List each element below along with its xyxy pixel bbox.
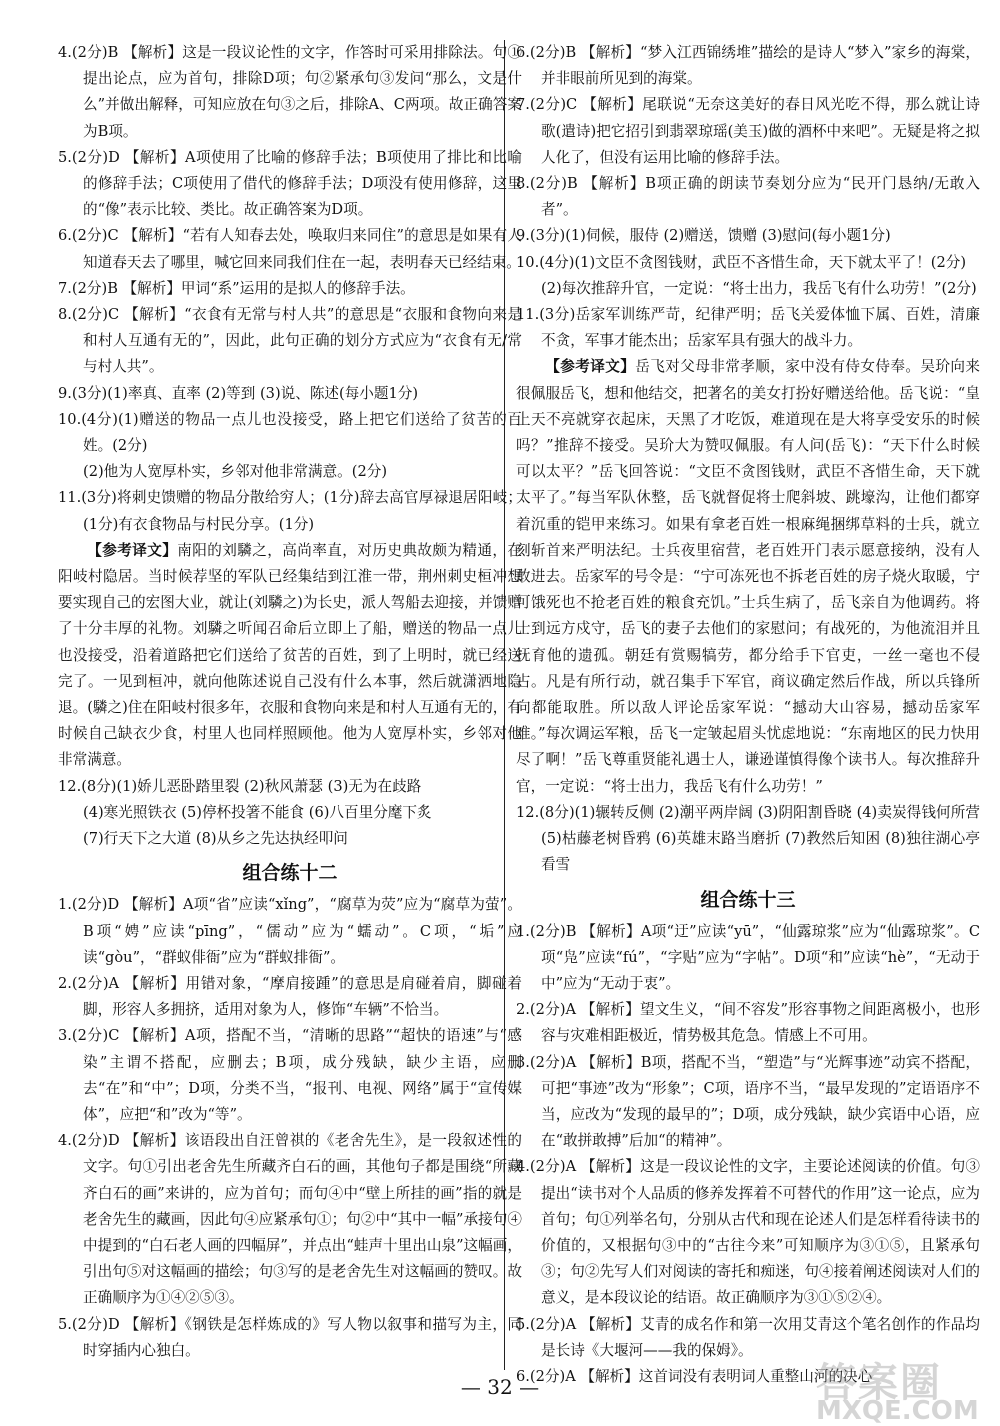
translation-text: 岳飞对父母非常孝顺，家中没有侍女侍奉。吴玠向来很佩服岳飞，想和他结交，把著名的美女打扮好赠送给他。岳飞说：“皇上天不亮就穿衣起床，天黑了才吃饭，难道现在是大将享受安乐的时候吗？”推辞不接受。吴玠大为赞叹佩服。有人问(岳飞)：“天下什么时候可以太平？”岳飞回答说：“文臣不贪图钱财，武臣不吝惜生命，天下就太平了。”每当军队休整，岳飞就督促将士爬斜坡、跳壕沟，让他们都穿着沉重的铠甲来练习。如果有拿老百姓一根麻绳捆绑草料的士兵，就立刻斩首来严明法纪。士兵夜里宿营，老百姓开门表示愿意接纳，没有人敢进去。岳家军的号令是：“宁可冻死也不拆老百姓的房子烧火取暖，宁可饿死也不抢老百姓的粮食充饥。”士兵生病了，岳飞亲自为他调药。将士到远方戍守，岳飞的妻子去他们的家慰问；有战死的，为他流泪并且抚育他的遗孤。朝廷有赏赐犒劳，都分给手下官吏，一丝一毫也不侵占。凡是有所行动，就召集手下军官，商议确定然后作战，所以兵锋所向都能取胜。所以敌人评论岳家军说：“撼动大山容易，撼动岳家军难。”每次调运军粮，岳飞一定皱起眉头忧虑地说：“东南地区的民力快用尽了啊！”岳飞尊重贤能礼遇士人，谦逊谨慎得像个读书人。每次推辞升官，一定说：“将士出力，我岳飞有什么功劳！” bbox=[516, 358, 980, 795]
answer-item: 5.(2分)D 【解析】《钢铁是怎样炼成的》写人物以叙事和描写为主，同时穿插内心独白。 bbox=[58, 1315, 522, 1359]
answer-item: 5.(2分)A 【解析】艾青的成名作和第一次用艾青这个笔名创作的作品均是长诗《大堰河——我的保姆》。 bbox=[516, 1315, 980, 1359]
answer-subitem: (2)每次推辞升官，一定说：“将士出力，我岳飞有什么功劳！”(2分) bbox=[541, 279, 977, 297]
page-number: — 32 — bbox=[460, 1375, 540, 1399]
answer-subitem: (2)他为人宽厚朴实，乡邻对他非常满意。(2分) bbox=[83, 463, 388, 481]
answer-item: 9.(3分)(1)率真、直率 (2)等到 (3)说、陈述(每小题1分) bbox=[58, 384, 419, 402]
answer-subitem: (4)寒光照铁衣 (5)停杯投箸不能食 (6)八百里分麾下炙 bbox=[83, 803, 432, 821]
answer-item: 12.(8分)(1)娇儿恶卧踏里裂 (2)秋风萧瑟 (3)无为在歧路 bbox=[58, 777, 422, 795]
answer-item: 2.(2分)A 【解析】望文生义，“间不容发”形容事物之间距离极小，也形容与灾难相距极近，情势极其危急。情感上不可用。 bbox=[516, 1001, 980, 1045]
translation-tag: 【参考译文】 bbox=[87, 541, 178, 559]
right-column bbox=[516, 40, 980, 1390]
answer-item: 8.(2分)C 【解析】“衣食有无常与村人共”的意思是“衣服和食物向来是和村人互通有无的”，因此，此句正确的划分方式应为“衣食有无/常与村人共”。 bbox=[58, 306, 522, 376]
answer-item: 7.(2分)C 【解析】尾联说“无奈这美好的春日风光吃不得，那么就让诗歌(遣诗)把它招引到翡翠琼瑶(美玉)做的酒杯中来吧”。无疑是将之拟人化了，但没有运用比喻的修辞手法。 bbox=[516, 96, 980, 166]
left-column bbox=[58, 40, 522, 1364]
answer-item: 3.(2分)A 【解析】B项，搭配不当，“塑造”与“光辉事迹”动宾不搭配，可把“事迹”改为“形象”；C项，语序不当，“最早发现的”定语语序不当，应改为“发现的最早的”；D项，成分残缺，缺少宾语中心语，应在“敢拼敢搏”后加“的精神”。 bbox=[516, 1053, 980, 1150]
answer-item: 6.(2分)C 【解析】“若有人知春去处，唤取归来同住”的意思是如果有人知道春天去了哪里，喊它回来同我们住在一起，表明春天已经结束。 bbox=[58, 227, 522, 271]
answer-item: 11.(3分)岳家军训练严苛，纪律严明；岳飞关爱体恤下属、百姓，清廉不贪，军事才能杰出；岳家军具有强大的战斗力。 bbox=[516, 306, 980, 350]
answer-subitem: (7)行天下之大道 (8)从乡之先达执经叩问 bbox=[83, 830, 348, 848]
answer-item: 4.(2分)A 【解析】这是一段议论性的文字，主要论述阅读的价值。句③提出“读书对个人品质的修养发挥着不可替代的作用”这一论点，应为首句；句①列举名句，分别从古代和现在论述人们是怎样看待读书的价值的，又根据句③中的“古往今来”可知顺序为③①⑤，且紧承句③；句②先写人们对阅读的寄托和痴迷，句④接着阐述阅读对人们的意义，是本段议论的结语。故正确顺序为③①⑤②④。 bbox=[516, 1158, 980, 1307]
watermark-bottom: MXQE.COM bbox=[816, 1396, 979, 1426]
watermark-top: 答案圈 bbox=[816, 1360, 942, 1406]
answer-item: 6.(2分)A 【解析】这首词没有表明词人重整山河的决心 bbox=[516, 1367, 873, 1385]
answer-item: 11.(3分)将刺史馈赠的物品分散给穷人；(1分)辞去高官厚禄退居阳岐；(1分)有衣食物品与村民分享。(1分) bbox=[58, 489, 522, 533]
answer-item: 12.(8分)(1)辗转反侧 (2)潮平两岸阔 (3)阴阳割昏晓 (4)卖炭得钱何所营 (5)枯藤老树昏鸦 (6)英雄末路当磨折 (7)教然后知困 (8)独往湖心亭看雪 bbox=[516, 803, 980, 874]
answer-item: 10.(4分)(1)赠送的物品一点儿也没接受，路上把它们送给了贫苦的百姓。(2分) bbox=[58, 410, 522, 455]
translation-text: 南阳的刘驎之，高尚率直，对历史典故颇为精通，在阳岐村隐居。当时候荐坚的军队已经集结到江淮一带，荆州刺史桓冲想要实现自己的宏图大业，就让(刘驎之)为长史，派人驾船去迎接，并馈赠了十分丰厚的礼物。刘驎之听闻召命后立即上了船，赠送的物品一点儿也没接受，沿着道路把它们送给了贫苦的百姓，到了上明时，就已经送完了。一见到桓冲，就向他陈述说自己没有什么本事，然后就潇洒地隐退。(驎之)住在阳岐村很多年，衣服和食物向来是和村人互通有无的，有时候自己缺衣少食，村里人也同样照顾他。他为人宽厚朴实，乡邻对他非常满意。 bbox=[58, 541, 522, 769]
answer-item: 4.(2分)D 【解析】该语段出自汪曾祺的《老舍先生》，是一段叙述性的文字。句①引出老舍先生所藏齐白石的画，其他句子都是围绕“所藏齐白石的画”来讲的，应为首句；而句④中“壁上所挂的画”指的就是老舍先生的藏画，因此句④应紧承句①；句②中“其中一幅”承接句④中提到的“白石老人画的四幅屏”，并点出“蛙声十里出山泉”这幅画，引出句⑤对这幅画的描绘；句③写的是老舍先生对这幅画的赞叹。故正确顺序为①④②⑤③。 bbox=[58, 1132, 522, 1307]
answer-item: 4.(2分)B 【解析】这是一段议论性的文字，作答时可采用排除法。句①提出论点，应为首句，排除D项；句②紧承句③发问“那么，文是什么”并做出解释，可知应放在句③之后，排除A、C两项。故正确答案为B项。 bbox=[58, 44, 522, 140]
answer-item: 6.(2分)B 【解析】“梦入江西锦绣堆”描绘的是诗人“梦入”家乡的海棠，并非眼前所见到的海棠。 bbox=[516, 44, 980, 88]
answer-item: 8.(2分)B 【解析】B项正确的朗读节奏划分应为“民开门恳纳/无敢入者”。 bbox=[516, 175, 980, 219]
translation-tag: 【参考译文】 bbox=[545, 358, 636, 376]
answer-item: 7.(2分)B 【解析】甲词“系”运用的是拟人的修辞手法。 bbox=[58, 279, 415, 297]
section-title: 组合练十三 bbox=[700, 888, 796, 911]
answer-item: 1.(2分)D 【解析】A项“省”应读“xǐng”，“腐草为荧”应为“腐草为萤”。B项“娉”应读“pīng”，“儒动”应为“蠕动”。C项，“垢”应读“gòu”，“群蚁俳衙”应为“群蚁排衙”。 bbox=[58, 896, 522, 966]
answer-item: 10.(4分)(1)文臣不贪图钱财，武臣不吝惜生命，天下就太平了！(2分) bbox=[516, 253, 967, 271]
answer-item: 1.(2分)B 【解析】A项“迂”应读“yū”，“仙露琼浆”应为“仙露琼浆”。C项“凫”应读“fú”，“字贴”应为“字帖”。D项“和”应读“hè”，“无动于中”应为“无动于衷”。 bbox=[516, 922, 980, 992]
answer-item: 5.(2分)D 【解析】A项使用了比喻的修辞手法；B项使用了排比和比喻的修辞手法；C项使用了借代的修辞手法；D项没有使用修辞，这里的“像”表示比较、类比。故正确答案为D项。 bbox=[58, 148, 522, 219]
answer-item: 9.(3分)(1)伺候，服侍 (2)赠送，馈赠 (3)慰问(每小题1分) bbox=[516, 227, 891, 245]
answer-item: 3.(2分)C 【解析】A项，搭配不当，“清晰的思路”“超快的语速”与“感染”主谓不搭配，应删去；B项，成分残缺，缺少主语，应删去“在”和“中”；D项，分类不当，“报刊、电视、网络”属于“宣传媒体”，应把“和”改为“等”。 bbox=[58, 1027, 522, 1123]
section-title: 组合练十二 bbox=[242, 862, 338, 885]
answer-item: 2.(2分)A 【解析】用错对象，“摩肩接踵”的意思是肩碰着肩，脚碰着脚，形容人多拥挤，适用对象为人，修饰“车辆”不恰当。 bbox=[58, 974, 522, 1019]
watermark-logo bbox=[816, 1351, 986, 1426]
reference-translation bbox=[516, 354, 980, 799]
reference-translation bbox=[58, 538, 522, 774]
